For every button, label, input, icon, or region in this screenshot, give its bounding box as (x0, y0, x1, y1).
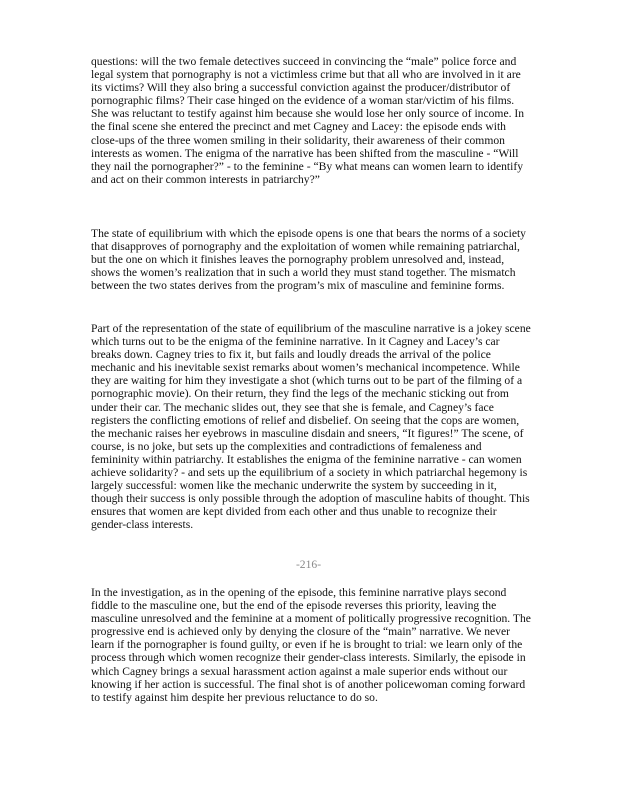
page-number: -216- (295, 558, 322, 571)
body-paragraph-1 (91, 55, 531, 186)
paragraph-text: Part of the representation of the state of equilibrium of the masculine narrative is a jokey scene which turns out to be the enigma of the feminine narrative. In it Cagney and Lacey’s car breaks down. Cagney tries to fix it, but fails and loudly dreads the arrival of the police mechanic and his inevitable sexist remarks about women’s mechanical incompetence. While they are waiting for him they investigate a shot (which turns out to be part of the filming of a pornographic movie). On their return, they find the legs of the mechanic sticking out from under their car. The mechanic slides out, they see that she is female, and Cagney’s face registers the conflicting emotions of relief and disbelief. On seeing that the cops are women, the mechanic raises her eyebrows in masculine disdain and sneers, “It figures!” The scene, of course, is no joke, but sets up the complexities and contradictions of femaleness and femininity within patriarchy. It establishes the enigma of the feminine narrative - can women achieve solidarity? - and sets up the equilibrium of a society in which patriarchal hegemony is largely successful: women like the mechanic underwrite the system by succeeding in it, though their success is only possible through the adoption of masculine habits of thought. This ensures that women are kept divided from each other and thus unable to recognize their gender-class interests. (91, 322, 531, 532)
paragraph-text: In the investigation, as in the opening of the episode, this feminine narrative plays second fiddle to the masculine one, but the end of the episode reverses this priority, leaving the masculine unresolved and the feminine at a moment of politically progressive recognition. The progressive end is achieved only by denying the closure of the “main” narrative. We never learn if the pornographer is found guilty, or even if he is brought to trial: we learn only of the process through which women recognize their gender-class interests. Similarly, the episode in which Cagney brings a sexual harassment action against a male superior ends without our knowing if her action is successful. The final shot is of another policewoman coming forward to testify against him despite her previous reluctance to do so. (91, 586, 531, 704)
paragraph-text: questions: will the two female detectives succeed in convincing the “male” police force and legal system that pornography is not a victimless crime but that all who are involved in it are its victims? Will they also bring a successful conviction against the producer/distributor of pornographic films? Their case hinged on the evidence of a woman star/victim of his films. She was reluctant to testify against him because she would lose her only source of income. In the final scene she entered the precinct and met Cagney and Lacey: the episode ends with close-ups of the three women smiling in their solidarity, their awareness of their common interests as women. The enigma of the narrative has been shifted from the masculine - “Will they nail the pornographer?” - to the feminine - “By what means can women learn to identify and act on their common interests in patriarchy?” (91, 55, 525, 186)
body-paragraph-2 (91, 227, 531, 292)
body-paragraph-3 (91, 322, 531, 532)
body-paragraph-4 (91, 586, 531, 704)
paragraph-text: The state of equilibrium with which the episode opens is one that bears the norms of a society that disapproves of pornography and the exploitation of women while remaining patriarchal, but the one on which it finishes leaves the pornography problem unresolved and, instead, shows the women’s realization that in such a world they must stand together. The mismatch between the two states derives from the program’s mix of masculine and feminine forms. (91, 227, 526, 293)
